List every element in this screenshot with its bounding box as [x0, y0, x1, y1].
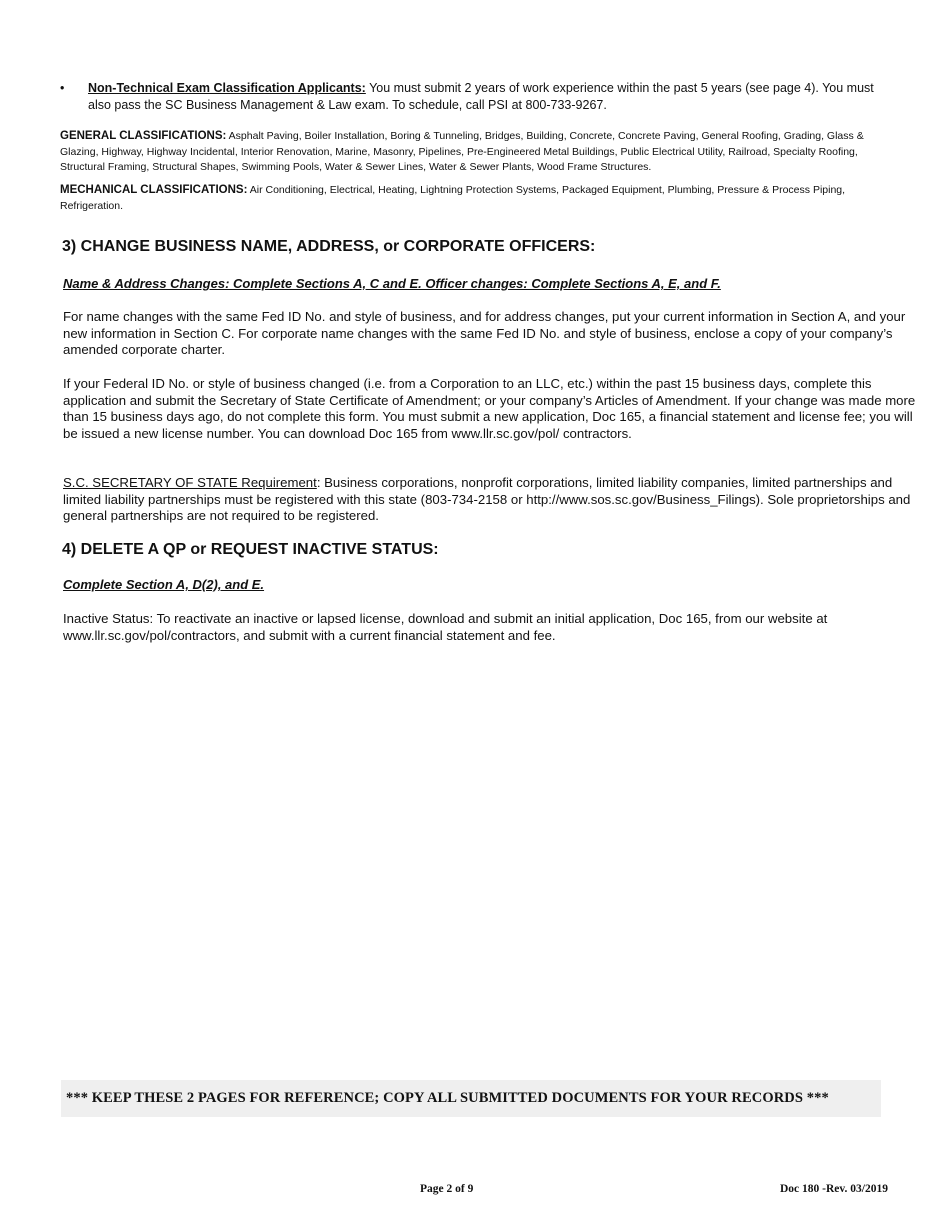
document-revision: Doc 180 -Rev. 03/2019 — [780, 1183, 888, 1195]
general-classifications-label: GENERAL CLASSIFICATIONS: — [60, 130, 227, 142]
bullet-icon: • — [60, 81, 65, 95]
mechanical-classifications-label: MECHANICAL CLASSIFICATIONS: — [60, 184, 248, 196]
section-3-paragraph-2: If your Federal ID No. or style of business changed (i.e. from a Corporation to an LLC, etc.) within the past 15 business days, complete this application and submit the Secretary of State Certificate of Amendment; or your company’s Articles of Amendment. If your change was made more than 15 business days ago, do not complete this form. You must submit a new application, Doc 165, a financial statement and license fee; you will be issued a new license number. You can download Doc 165 from www.llr.sc.gov/pol/ contractors. — [63, 376, 916, 441]
general-classifications — [60, 129, 905, 176]
bullet-text — [88, 80, 900, 114]
page-number: Page 2 of 9 — [420, 1183, 474, 1195]
sos-requirement-label: S.C. SECRETARY OF STATE Requirement — [63, 475, 317, 490]
section-4-subheading: Complete Section A, D(2), and E. — [63, 577, 265, 592]
mechanical-classifications-list: Air Conditioning, Electrical, Heating, Lightning Protection Systems, Packaged Equipment, Plumbing, Pressure & Process Piping, Refrigeration. — [60, 184, 846, 212]
sos-requirement-text: : Business corporations, nonprofit corporations, limited liability companies, limited partnerships and limited liability partnerships must be registered with this state (803-734-2158 or http://www.sos.sc.gov/Business_Filings). Sole proprietorships and general partnerships are not required to be registered. — [63, 475, 911, 524]
mechanical-classifications — [60, 183, 905, 214]
non-technical-bullet — [60, 80, 900, 114]
section-3-subheading: Name & Address Changes: Complete Sections A, C and E. Officer changes: Complete Sections A, E, and F. — [63, 276, 721, 291]
keep-pages-notice-text: *** KEEP THESE 2 PAGES FOR REFERENCE; COPY ALL SUBMITTED DOCUMENTS FOR YOUR RECORDS *** — [66, 1090, 829, 1106]
bullet-body: You must submit 2 years of work experience within the past 5 years (see page 4). You must also pass the SC Business Management & Law exam. To schedule, call PSI at 800-733-9267. — [88, 81, 874, 112]
section-3-heading: 3) CHANGE BUSINESS NAME, ADDRESS, or CORPORATE OFFICERS: — [62, 238, 596, 255]
bullet-label: Non-Technical Exam Classification Applicants: — [88, 81, 366, 95]
section-3-paragraph-3 — [63, 475, 923, 525]
keep-pages-notice — [61, 1080, 881, 1117]
section-3-paragraph-1: For name changes with the same Fed ID No. and style of business, and for address changes, put your current information in Section A, and your new information in Section C. For corporate name changes with the same Fed ID No. and style of business, enclose a copy of your company’s amended corporate charter. — [63, 309, 906, 358]
general-classifications-list: Asphalt Paving, Boiler Installation, Boring & Tunneling, Bridges, Building, Concrete, Concrete Paving, General Roofing, Grading, Glass & Glazing, Highway, Highway Incidental, Interior Renovation, Marine, Masonry, Pipelines, Pre-Engineered Metal Buildings, Public Electrical Utility, Railroad, Specialty Roofing, Structural Framing, Structural Shapes, Swimming Pools, Water & Sewer Lines, Water & Sewer Plants, Wood Frame Structures. — [60, 130, 864, 173]
section-4-paragraph: Inactive Status: To reactivate an inactive or lapsed license, download and submit an initial application, Doc 165, from our website at www.llr.sc.gov/pol/contractors, and submit with a current financial statement and fee. — [63, 611, 828, 643]
section-4-heading: 4) DELETE A QP or REQUEST INACTIVE STATUS: — [62, 541, 439, 558]
